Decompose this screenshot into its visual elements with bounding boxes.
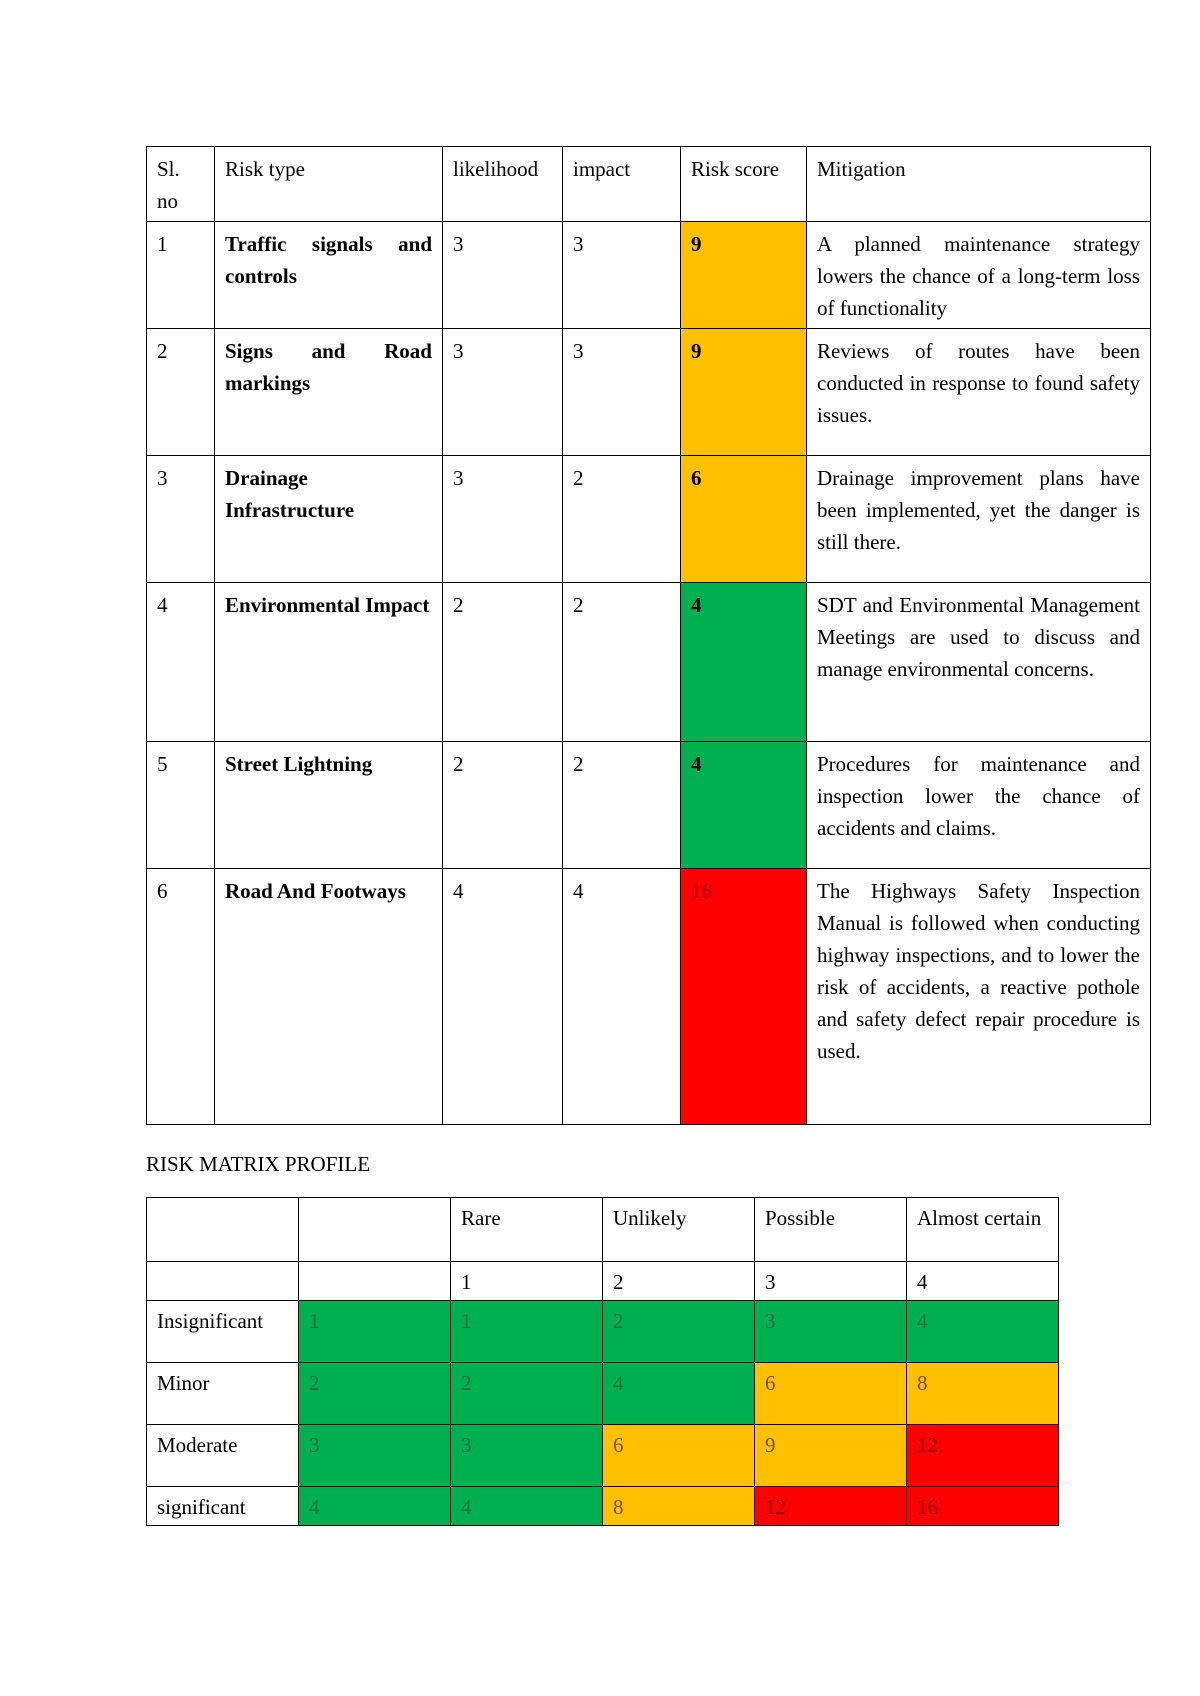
matrix-cell: 4 xyxy=(907,1301,1059,1363)
risk-score: 9 xyxy=(681,222,807,329)
matrix-row xyxy=(147,1425,1059,1487)
header-likelihood: likelihood xyxy=(443,147,563,222)
risk-type: Environmental Impact xyxy=(215,583,443,742)
mitigation-text: Reviews of routes have been conducted in response to found safety issues. xyxy=(807,329,1151,456)
row-number: 4 xyxy=(147,583,215,742)
likelihood-label: Rare xyxy=(451,1198,603,1262)
likelihood-number: 4 xyxy=(907,1262,1059,1301)
matrix-cell: 12 xyxy=(755,1487,907,1526)
risk-type: Drainage Infrastructure xyxy=(215,456,443,583)
matrix-cell: 6 xyxy=(603,1425,755,1487)
row-number: 3 xyxy=(147,456,215,583)
matrix-row xyxy=(147,1487,1059,1526)
likelihood-value: 3 xyxy=(443,222,563,329)
matrix-blank-header-cell xyxy=(299,1198,451,1262)
impact-value: 3 xyxy=(563,329,681,456)
likelihood-label: Almost certain xyxy=(907,1198,1059,1262)
matrix-cell: 4 xyxy=(299,1487,451,1526)
row-number: 6 xyxy=(147,869,215,1125)
table-row xyxy=(147,456,1151,583)
row-number: 1 xyxy=(147,222,215,329)
impact-label: Moderate xyxy=(147,1425,299,1487)
header-risk-type: Risk type xyxy=(215,147,443,222)
likelihood-label: Possible xyxy=(755,1198,907,1262)
risk-score: 16 xyxy=(681,869,807,1125)
matrix-corner-cell xyxy=(147,1198,299,1262)
likelihood-value: 3 xyxy=(443,329,563,456)
likelihood-value: 2 xyxy=(443,583,563,742)
impact-value: 4 xyxy=(563,869,681,1125)
risk-score: 9 xyxy=(681,329,807,456)
matrix-cell: 4 xyxy=(451,1487,603,1526)
row-number: 5 xyxy=(147,742,215,869)
matrix-cell: 8 xyxy=(907,1363,1059,1425)
impact-value: 2 xyxy=(563,583,681,742)
matrix-cell: 2 xyxy=(603,1301,755,1363)
impact-value: 3 xyxy=(563,222,681,329)
likelihood-value: 4 xyxy=(443,869,563,1125)
matrix-cell: 3 xyxy=(755,1301,907,1363)
matrix-row xyxy=(147,1363,1059,1425)
risk-matrix-title: RISK MATRIX PROFILE xyxy=(146,1152,371,1176)
matrix-cell: 2 xyxy=(451,1363,603,1425)
matrix-cell: 3 xyxy=(451,1425,603,1487)
row-number: 2 xyxy=(147,329,215,456)
mitigation-text: Drainage improvement plans have been implemented, yet the danger is still there. xyxy=(807,456,1151,583)
impact-label: Insignificant xyxy=(147,1301,299,1363)
likelihood-label: Unlikely xyxy=(603,1198,755,1262)
table-row xyxy=(147,869,1151,1125)
header-mitigation: Mitigation xyxy=(807,147,1151,222)
likelihood-value: 2 xyxy=(443,742,563,869)
mitigation-text: The Highways Safety Inspection Manual is followed when conducting highway inspections, and to lower the risk of accidents, a reactive pothole and safety defect repair procedure is used. xyxy=(807,869,1151,1125)
mitigation-text: SDT and Environmental Management Meetings are used to discuss and manage environmental concerns. xyxy=(807,583,1151,742)
risk-type: Traffic signals and controls xyxy=(215,222,443,329)
table-row xyxy=(147,742,1151,869)
risk-type: Road And Footways xyxy=(215,869,443,1125)
matrix-cell: 9 xyxy=(755,1425,907,1487)
risk-table-header-row xyxy=(147,147,1151,222)
matrix-cell: 16 xyxy=(907,1487,1059,1526)
impact-label: Minor xyxy=(147,1363,299,1425)
matrix-likelihood-label-row xyxy=(147,1198,1059,1262)
header-impact: impact xyxy=(563,147,681,222)
matrix-likelihood-number-row xyxy=(147,1262,1059,1301)
matrix-cell: 1 xyxy=(451,1301,603,1363)
matrix-cell: 1 xyxy=(299,1301,451,1363)
risk-type: Street Lightning xyxy=(215,742,443,869)
matrix-cell: 8 xyxy=(603,1487,755,1526)
table-row xyxy=(147,583,1151,742)
header-sl-no: Sl. no xyxy=(147,147,215,222)
risk-matrix-table xyxy=(146,1197,1059,1526)
likelihood-number: 2 xyxy=(603,1262,755,1301)
risk-score: 6 xyxy=(681,456,807,583)
matrix-corner-cell xyxy=(147,1262,299,1301)
matrix-cell: 3 xyxy=(299,1425,451,1487)
header-risk-score: Risk score xyxy=(681,147,807,222)
risk-type: Signs and Road markings xyxy=(215,329,443,456)
likelihood-number: 1 xyxy=(451,1262,603,1301)
table-row xyxy=(147,222,1151,329)
impact-value: 2 xyxy=(563,742,681,869)
matrix-row xyxy=(147,1301,1059,1363)
matrix-cell: 12 xyxy=(907,1425,1059,1487)
mitigation-text: Procedures for maintenance and inspection lower the chance of accidents and claims. xyxy=(807,742,1151,869)
risk-assessment-table xyxy=(146,146,1151,1125)
likelihood-number: 3 xyxy=(755,1262,907,1301)
table-row xyxy=(147,329,1151,456)
mitigation-text: A planned maintenance strategy lowers the chance of a long-term loss of functionality xyxy=(807,222,1151,329)
matrix-cell: 6 xyxy=(755,1363,907,1425)
impact-value: 2 xyxy=(563,456,681,583)
likelihood-value: 3 xyxy=(443,456,563,583)
impact-label: significant xyxy=(147,1487,299,1526)
matrix-blank-header-cell xyxy=(299,1262,451,1301)
matrix-cell: 2 xyxy=(299,1363,451,1425)
risk-score: 4 xyxy=(681,742,807,869)
matrix-cell: 4 xyxy=(603,1363,755,1425)
risk-score: 4 xyxy=(681,583,807,742)
